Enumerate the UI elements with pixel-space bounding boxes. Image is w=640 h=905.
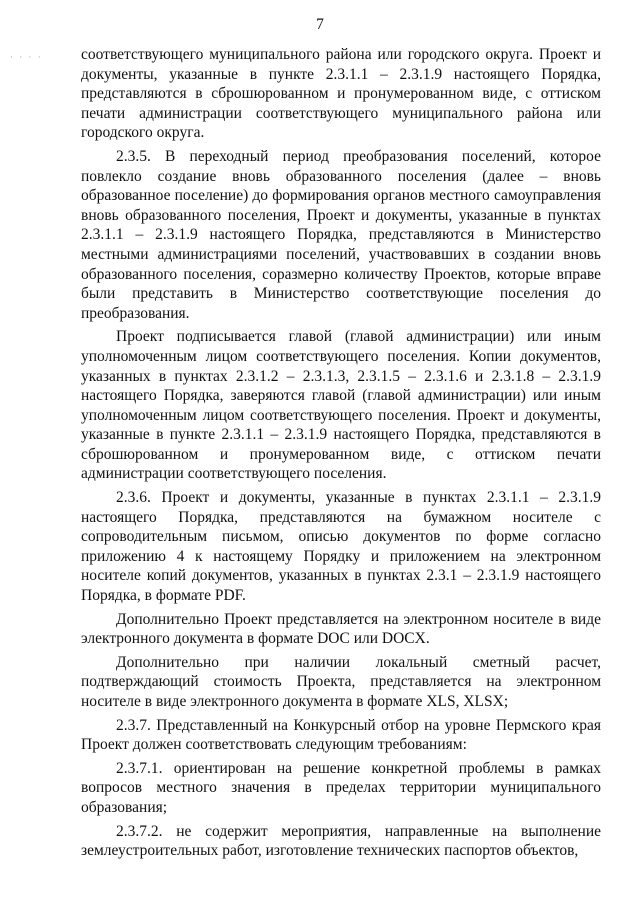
body-text [81, 45, 601, 865]
paragraph-doc-format: Дополнительно Проект представляется на электронном носителе в виде электронного документа в формате DOC или DOCX. [81, 610, 601, 648]
page-number: 7 [316, 16, 324, 33]
paragraph-2-3-6: 2.3.6. Проект и документы, указанные в пунктах 2.3.1.1 – 2.3.1.9 настоящего Порядка, представляются на бумажном носителе с сопроводительным письмом, описью документов по форме согласно приложению 4 к настоящему Порядку и приложением на электронном носителе копий документов, указанных в пунктах 2.3.1 – 2.3.1.9 настоящего Порядка, в формате PDF. [81, 489, 601, 605]
paragraph-xls-format: Дополнительно при наличии локальный сметный расчет, подтверждающий стоимость Проекта, представляется на электронном носителе в виде электронного документа в формате XLS, XLSX; [81, 653, 601, 710]
paragraph-2-3-7-2: 2.3.7.2. не содержит мероприятия, направленные на выполнение землеустроительных работ, изготовление технических паспортов объектов, [81, 822, 601, 860]
margin-mark: · · · · [10, 52, 43, 62]
paragraph-2-3-5: 2.3.5. В переходный период преобразования поселений, которое повлекло создание вновь образованного поселения (далее – вновь образованное поселение) до формирования органов местного самоуправления вновь образованного поселения, Проект и документы, указанные в пунктах 2.3.1.1 – 2.3.1.9 настоящего Порядка, представляются в Министерство местными администрациями поселений, участвовавших в создании вновь образованного поселения, соразмерно количеству Проектов, которые вправе были представить в Министерство соответствующие поселения до преобразования. [81, 147, 601, 322]
paragraph-2-3-7: 2.3.7. Представленный на Конкурсный отбор на уровне Пермского края Проект должен соответствовать следующим требованиям: [81, 716, 601, 754]
paragraph-2-3-7-1: 2.3.7.1. ориентирован на решение конкретной проблемы в рамках вопросов местного значения в пределах территории муниципального образования; [81, 759, 601, 816]
paragraph-signing: Проект подписывается главой (главой администрации) или иным уполномоченным лицом соответствующего поселения. Копии документов, указанных в пунктах 2.3.1.2 – 2.3.1.3, 2.3.1.5 – 2.3.1.6 и 2.3.1.8 – 2.3.1.9 настоящего Порядка, заверяются главой (главой администрации) или иным уполномоченным лицом соответствующего поселения. Проект и документы, указанные в пункте 2.3.1.1 – 2.3.1.9 настоящего Порядка, представляются в сброшюрованном и пронумерованном виде, с оттиском печати администрации соответствующего поселения. [81, 328, 601, 483]
paragraph-continuation: соответствующего муниципального района или городского округа. Проект и документы, указанные в пункте 2.3.1.1 – 2.3.1.9 настоящего Порядка, представляются в сброшюрованном и пронумерованном виде, с оттиском печати администрации соответствующего муниципального района или городского округа. [81, 46, 601, 142]
